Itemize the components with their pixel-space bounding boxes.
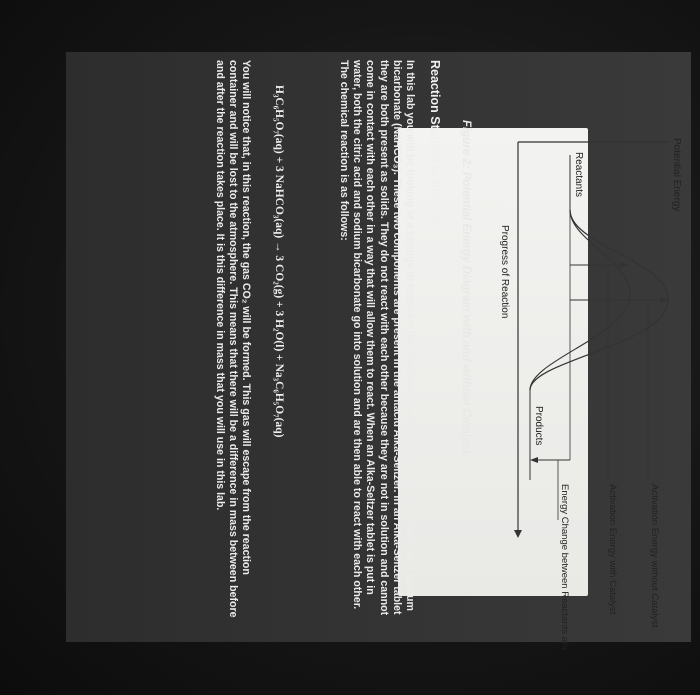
- ea-cat-arrowhead: [620, 262, 628, 268]
- annotation-energy-change: Energy Change between Reactants and Products: [559, 484, 570, 650]
- chemical-equation: H₃C₆H₅O₇(aq) + 3 NaHCO₃(aq) → 3 CO₂(g) + 3 H₂O(l) + Na₃C₆H₅O₇(aq): [273, 85, 285, 438]
- paragraph-intro: In this lab you will be looking at a change in mass for the reaction between citric acid (H₃C₆H₅O₇) and sodium bicarbonate (NaHCO₃). These two components are present in the antacid Alka-Seltzer. In an Alka-Seltzer tablet they are both present as solids. They do not react with each other because they are not in solution and cannot come in contact with each other in a way that will allow them to react. When an Alka-Seltzer tablet is put in water, both the citric acid and sodium bicarbonate go into solution and are then able to react with each other. The chemical reaction is as follows:: [337, 60, 416, 616]
- ea-uncat-arrowhead: [660, 297, 668, 303]
- figure-caption: Figure 2: Potential Energy Diagram with and without Catalyst.: [460, 120, 472, 457]
- annotation-catalyzed: Activation Energy with Catalyst: [607, 484, 618, 615]
- rotated-page: [98, 60, 688, 650]
- x-axis-label: Progress of Reaction: [499, 225, 510, 319]
- products-label: Products: [533, 406, 544, 446]
- annotation-uncatalyzed: Activation Energy without Catalyst: [649, 484, 660, 628]
- y-axis-label: Potential Energy: [671, 138, 682, 212]
- x-axis-arrow: [514, 530, 522, 538]
- paragraph-gas: You will notice that, in this reaction, the gas CO₂ will be formed. This gas will escape from the reaction container and will be lost to the atmosphere. This means that there will be a difference in mass between before and after the reaction takes place. It is this difference in mass that you will use in this lab.: [213, 60, 252, 618]
- energy-diagram-svg: [488, 60, 688, 650]
- section-heading: Reaction Studied in this Lab: [428, 60, 442, 229]
- delta-e-arrowhead: [530, 457, 538, 463]
- energy-diagram: [488, 60, 688, 650]
- reactants-label: Reactants: [573, 152, 584, 198]
